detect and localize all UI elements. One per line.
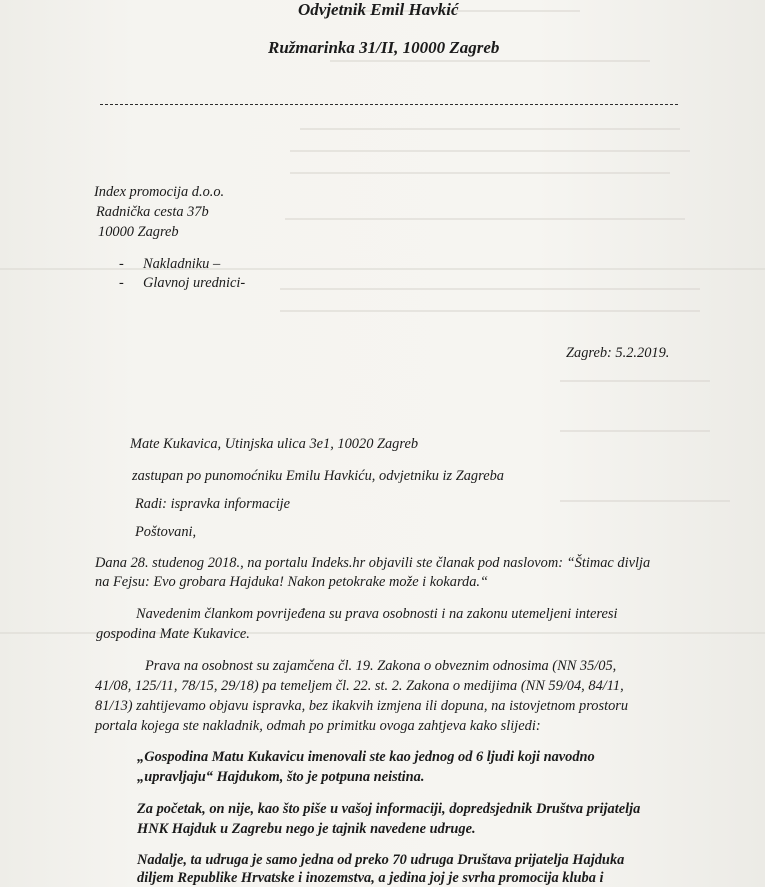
paragraph-3-line: 81/13) zahtijevamo objavu ispravka, bez ikakvih izmjena ili dopuna, na istovjetnom prostoru <box>95 698 629 714</box>
quoted-correction-line: diljem Republike Hrvatske i inozemstva, a jedina joj je svrha promocija kluba i <box>137 870 604 886</box>
paragraph-2-line: Navedenim člankom povrijeđena su prava osobnosti i na zakonu utemeljeni interesi <box>136 606 618 622</box>
quoted-correction-line: HNK Hajduk u Zagrebu nego je tajnik navedene udruge. <box>137 821 476 837</box>
paragraph-1-line: Dana 28. studenog 2018., na portalu Indeks.hr objavili ste članak pod naslovom: “Štimac divlja <box>95 555 651 571</box>
paragraph-3-line: Prava na osobnost su zajamčena čl. 19. Zakona o obveznim odnosima (NN 35/05, <box>145 658 617 674</box>
greeting: Poštovani, <box>135 524 197 540</box>
subject-line: Radi: ispravka informacije <box>135 496 291 512</box>
recipient-company: Index promocija d.o.o. <box>94 184 225 200</box>
quoted-correction-line: Za početak, on nije, kao što piše u vašoj informaciji, dopredsjednik Društva prijatelja <box>137 801 641 817</box>
bullet-dash: - <box>119 275 124 291</box>
quoted-correction-line: „Gospodina Matu Kukavicu imenovali ste kao jednog od 6 ljudi koji navodno <box>137 749 595 765</box>
paragraph-1-line: na Fejsu: Evo grobara Hajduka! Nakon petokrake može i kokarda.“ <box>95 574 489 590</box>
recipient-street: Radnička cesta 37b <box>96 204 209 220</box>
bullet-dash: - <box>119 256 124 272</box>
letterhead-name: Odvjetnik Emil Havkić <box>298 0 459 19</box>
paragraph-3-line: portala kojega ste nakladnik, odmah po primitku ovoga zahtjeva kako slijedi: <box>95 718 541 734</box>
representation-line: zastupan po punomoćniku Emilu Havkiću, odvjetniku iz Zagreba <box>132 468 504 484</box>
paragraph-3-line: 41/08, 125/11, 78/15, 29/18) pa temeljem čl. 22. st. 2. Zakona o medijima (NN 59/04, 84/11, <box>95 678 624 694</box>
quoted-correction-line: Nadalje, ta udruga je samo jedna od preko 70 udruga Društava prijatelja Hajduka <box>137 852 625 868</box>
letter-date: Zagreb: 5.2.2019. <box>566 345 670 361</box>
sender-line: Mate Kukavica, Utinjska ulica 3e1, 10020 Zagreb <box>130 436 419 452</box>
quoted-correction-line: „upravljaju“ Hajdukom, što je potpuna neistina. <box>137 769 425 785</box>
paragraph-2-line: gospodina Mate Kukavice. <box>96 626 250 642</box>
recipient-city: 10000 Zagreb <box>98 224 179 240</box>
header-divider <box>100 104 678 105</box>
recipient-editor: Glavnoj urednici- <box>143 275 246 291</box>
recipient-publisher: Nakladniku – <box>143 256 221 272</box>
letterhead-address: Ružmarinka 31/II, 10000 Zagreb <box>268 38 500 57</box>
